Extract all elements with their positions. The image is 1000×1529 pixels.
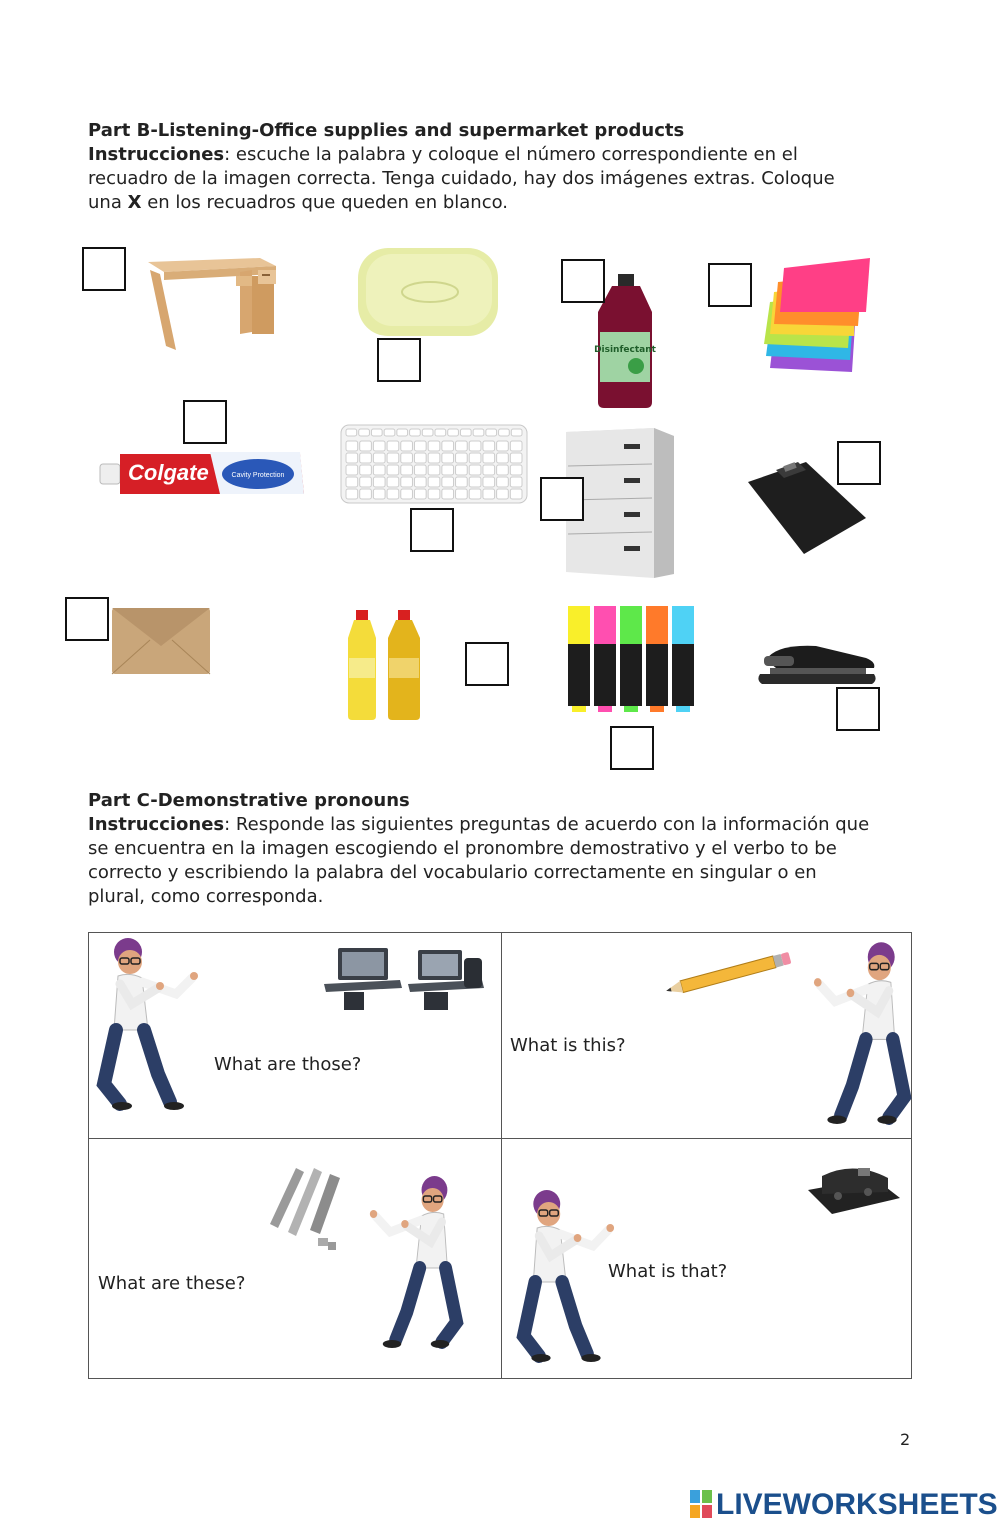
keyboard-key	[456, 489, 468, 499]
keyboard-key	[387, 489, 399, 499]
teacher-figure	[812, 938, 912, 1124]
keyboard-image	[340, 424, 528, 504]
highlighter-tip	[624, 706, 638, 712]
keyboard-key	[410, 429, 421, 436]
keyboard-key	[414, 465, 426, 475]
liveworksheets-logo-icon	[690, 1490, 712, 1518]
instr-label: Instrucciones	[88, 144, 225, 165]
answer-input[interactable]	[710, 265, 750, 305]
answer-input[interactable]	[67, 599, 107, 639]
keyboard-key	[401, 477, 413, 487]
part-c-instructions: Instrucciones: Responde las siguientes preguntas de acuerdo con la información que se encuentra en la imagen escogiendo el pronombre demostrativo y el verbo to be correcto y escribiendo la palabra del vocabulario correctamente en singular o en plural, como corresponda.	[88, 814, 870, 907]
keyboard-key	[435, 429, 446, 436]
keyboard-key	[387, 465, 399, 475]
keyboard-key	[360, 477, 372, 487]
envelope-image	[110, 604, 212, 676]
keyboard-key	[469, 489, 481, 499]
keyboard-key	[456, 465, 468, 475]
answer-box-keyboard[interactable]	[410, 508, 454, 552]
cooking-oil-image	[346, 608, 430, 722]
keyboard-key	[499, 429, 510, 436]
keyboard-key	[360, 489, 372, 499]
keyboard-key	[414, 453, 426, 463]
keyboard-key	[401, 453, 413, 463]
question-1: What are those?	[214, 1054, 362, 1075]
desk-image	[140, 252, 280, 352]
keyboard-key	[460, 429, 471, 436]
answer-box-clipboard[interactable]	[837, 441, 881, 485]
answer-input[interactable]	[84, 249, 124, 289]
answer-input[interactable]	[563, 261, 603, 301]
disinfectant-label: Disinfectant	[594, 345, 656, 355]
keyboard-key	[414, 477, 426, 487]
question-2: What is this?	[510, 1035, 626, 1056]
computer-desks-image	[324, 944, 486, 1014]
keyboard-key	[469, 465, 481, 475]
keyboard-key	[387, 441, 399, 451]
soap-image	[356, 244, 502, 340]
colgate-sub: Cavity Protection	[231, 472, 285, 479]
highlighter-cap	[594, 606, 616, 644]
keyboard-key	[442, 489, 454, 499]
highlighter-cap	[620, 606, 642, 644]
keyboard-key	[511, 429, 522, 436]
hole-punch-image	[804, 1158, 902, 1224]
keyboard-key	[373, 477, 385, 487]
keyboard-key	[497, 465, 509, 475]
keyboard-key	[510, 441, 522, 451]
page-number: 2	[900, 1430, 911, 1449]
keyboard-key	[510, 489, 522, 499]
keyboard-key	[346, 465, 358, 475]
sticky-notes-image	[756, 248, 878, 372]
answer-box-sticky-notes[interactable]	[708, 263, 752, 307]
pencil-image	[664, 956, 794, 992]
keyboard-key	[497, 453, 509, 463]
answer-input[interactable]	[542, 479, 582, 519]
answer-box-stapler[interactable]	[836, 687, 880, 731]
keyboard-key	[371, 429, 382, 436]
keyboard-key	[510, 477, 522, 487]
keyboard-key	[442, 465, 454, 475]
answer-box-soap[interactable]	[377, 338, 421, 382]
toothpaste-image	[100, 446, 306, 498]
answer-input[interactable]	[185, 402, 225, 442]
answer-input[interactable]	[839, 443, 879, 483]
teacher-figure	[516, 1186, 616, 1362]
answer-input[interactable]	[412, 510, 452, 550]
keyboard-key	[422, 429, 433, 436]
keyboard-key	[483, 465, 495, 475]
keyboard-key	[346, 441, 358, 451]
keyboard-key	[510, 453, 522, 463]
answer-input[interactable]	[612, 728, 652, 768]
highlighter-tip	[598, 706, 612, 712]
answer-box-disinfectant[interactable]	[561, 259, 605, 303]
keyboard-key	[456, 477, 468, 487]
keyboard-key	[401, 441, 413, 451]
keyboard-key	[387, 477, 399, 487]
keyboard-key	[469, 477, 481, 487]
keyboard-key	[373, 441, 385, 451]
answer-input[interactable]	[467, 644, 507, 684]
keyboard-key	[373, 489, 385, 499]
answer-box-file-cabinet[interactable]	[540, 477, 584, 521]
keyboard-key	[483, 489, 495, 499]
answer-input[interactable]	[379, 340, 419, 380]
keyboard-key	[469, 453, 481, 463]
keyboard-key	[359, 429, 370, 436]
keyboard-key	[428, 477, 440, 487]
colgate-brand: Colgate	[128, 460, 209, 485]
keyboard-key	[483, 441, 495, 451]
keyboard-key	[346, 477, 358, 487]
keyboard-key	[497, 489, 509, 499]
keyboard-key	[414, 441, 426, 451]
staples-image	[268, 1164, 346, 1254]
part-c-title: Part C-Demonstrative pronouns	[88, 790, 410, 811]
highlighter-cap	[672, 606, 694, 644]
highlighter-tip	[676, 706, 690, 712]
keyboard-key	[401, 489, 413, 499]
teacher-figure	[368, 1172, 464, 1348]
keyboard-key	[442, 441, 454, 451]
keyboard-key	[346, 453, 358, 463]
highlighter-body	[620, 644, 642, 706]
highlighters-image	[560, 598, 702, 716]
keyboard-key	[483, 477, 495, 487]
stapler-image	[756, 640, 880, 690]
answer-box-cooking-oil[interactable]	[465, 642, 509, 686]
keyboard-key	[483, 453, 495, 463]
keyboard-key	[373, 465, 385, 475]
question-3: What are these?	[98, 1273, 246, 1294]
keyboard-key	[428, 441, 440, 451]
question-4: What is that?	[608, 1261, 728, 1282]
keyboard-key	[346, 429, 357, 436]
highlighter-body	[646, 644, 668, 706]
keyboard-key	[442, 477, 454, 487]
highlighter-tip	[572, 706, 586, 712]
highlighter-body	[594, 644, 616, 706]
keyboard-key	[428, 489, 440, 499]
highlighter-cap	[646, 606, 668, 644]
keyboard-key	[360, 453, 372, 463]
keyboard-key	[473, 429, 484, 436]
answer-box-highlighters[interactable]	[610, 726, 654, 770]
keyboard-key	[428, 453, 440, 463]
keyboard-key	[486, 429, 497, 436]
answer-input[interactable]	[838, 689, 878, 729]
highlighter-cap	[568, 606, 590, 644]
keyboard-key	[384, 429, 395, 436]
keyboard-key	[442, 453, 454, 463]
teacher-figure	[96, 934, 200, 1110]
keyboard-key	[497, 441, 509, 451]
part-b-title: Part B-Listening-Office supplies and supermarket products	[88, 120, 685, 141]
liveworksheets-logo: LIVEWORKSHEETS	[690, 1488, 998, 1522]
keyboard-key	[497, 477, 509, 487]
answer-box-envelope[interactable]	[65, 597, 109, 641]
highlighter-body	[672, 644, 694, 706]
answer-box-toothpaste[interactable]	[183, 400, 227, 444]
part-b-instructions: Instrucciones: escuche la palabra y coloque el número correspondiente en el recuadro de la imagen correcta. Tenga cuidado, hay dos imágenes extras. Coloque una X en los recuadros que queden en blanco.	[88, 144, 835, 213]
keyboard-key	[456, 453, 468, 463]
keyboard-key	[346, 489, 358, 499]
keyboard-key	[456, 441, 468, 451]
keyboard-key	[387, 453, 399, 463]
keyboard-key	[510, 465, 522, 475]
keyboard-key	[428, 465, 440, 475]
answer-box-desk[interactable]	[82, 247, 126, 291]
keyboard-key	[360, 465, 372, 475]
highlighter-tip	[650, 706, 664, 712]
keyboard-key	[414, 489, 426, 499]
keyboard-key	[373, 453, 385, 463]
keyboard-key	[401, 465, 413, 475]
keyboard-key	[397, 429, 408, 436]
highlighter-body	[568, 644, 590, 706]
keyboard-key	[360, 441, 372, 451]
keyboard-key	[469, 441, 481, 451]
keyboard-key	[448, 429, 459, 436]
